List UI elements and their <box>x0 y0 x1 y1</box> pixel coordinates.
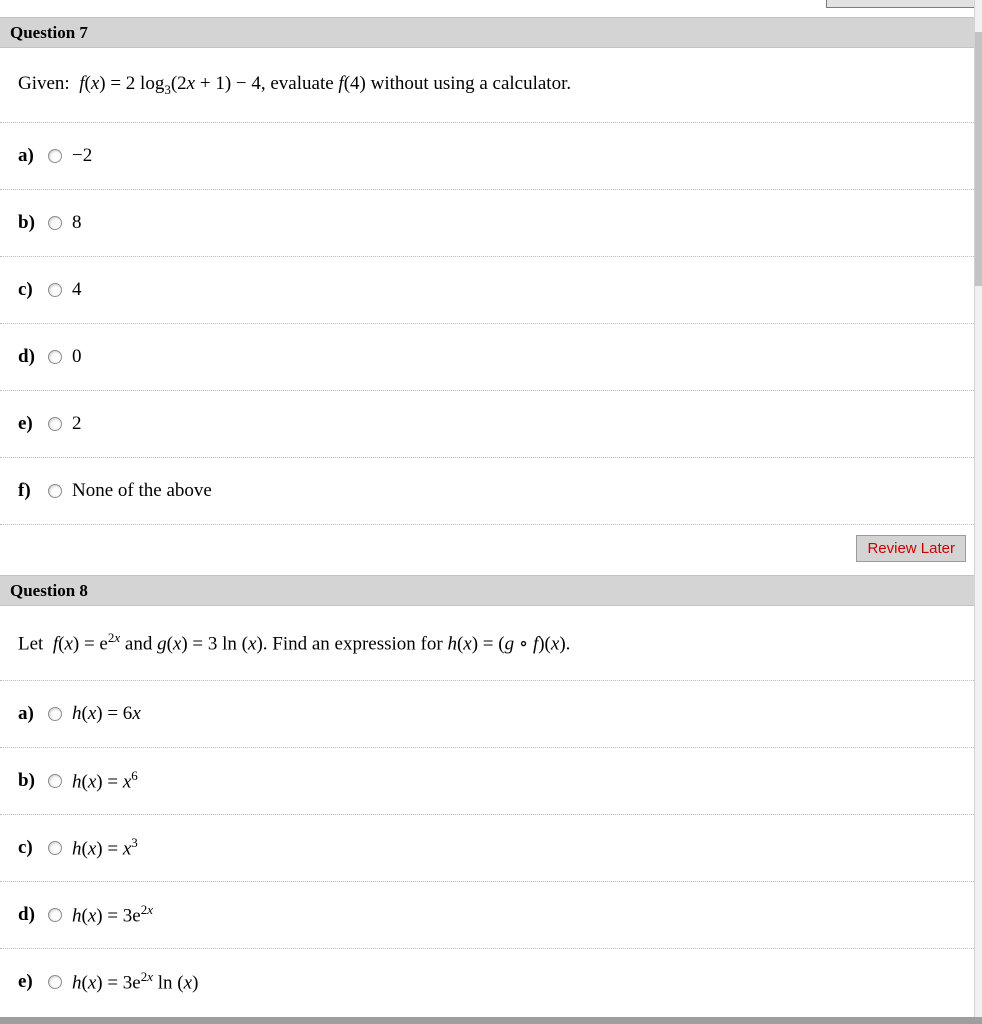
option-text: 8 <box>72 212 82 233</box>
question-8-prompt-row <box>0 606 974 680</box>
question-8-option-c[interactable] <box>0 814 974 881</box>
option-text: h(x) = 6x <box>72 703 141 724</box>
radio-button[interactable] <box>48 350 62 364</box>
radio-button[interactable] <box>48 975 62 989</box>
option-letter: c) <box>18 837 33 858</box>
scrollbar-thumb[interactable] <box>975 32 982 286</box>
option-letter: d) <box>18 904 35 925</box>
question-8-option-a[interactable] <box>0 680 974 747</box>
radio-button[interactable] <box>48 774 62 788</box>
radio-button[interactable] <box>48 484 62 498</box>
question-7-option-a[interactable] <box>0 122 974 189</box>
radio-button[interactable] <box>48 417 62 431</box>
option-text: 4 <box>72 279 82 300</box>
question-8-title: Question 8 <box>10 580 88 600</box>
scrollbar[interactable] <box>974 0 982 1024</box>
option-text: None of the above <box>72 480 212 501</box>
radio-button[interactable] <box>48 216 62 230</box>
option-letter: c) <box>18 279 33 300</box>
bottom-bar <box>0 1017 982 1024</box>
option-text: $h(x) = x^6$ <box>72 768 138 793</box>
question-8-prompt: Let $f(x) = e^{2x}$ and g(x) = 3 ln (x). Find an expression for h(x) = (g ∘ f)(x). <box>18 630 571 655</box>
option-letter: d) <box>18 346 35 367</box>
question-8-option-b[interactable] <box>0 747 974 814</box>
option-letter: e) <box>18 413 33 434</box>
question-7-option-d[interactable] <box>0 323 974 390</box>
radio-button[interactable] <box>48 908 62 922</box>
question-7-header <box>0 17 974 48</box>
question-7-option-b[interactable] <box>0 189 974 256</box>
question-8-header <box>0 575 974 606</box>
question-8-block <box>0 575 974 1015</box>
radio-button[interactable] <box>48 841 62 855</box>
option-text: −2 <box>72 145 93 166</box>
question-8-option-d[interactable] <box>0 881 974 948</box>
question-7-option-c[interactable] <box>0 256 974 323</box>
question-7-review-row <box>0 524 974 571</box>
option-letter: e) <box>18 971 33 992</box>
review-later-button[interactable]: Review Later <box>856 535 966 562</box>
option-text: $h(x) = x^3$ <box>72 835 138 860</box>
question-7-title: Question 7 <box>10 22 88 42</box>
option-letter: a) <box>18 703 34 724</box>
option-text: 0 <box>72 346 82 367</box>
question-7-option-f[interactable] <box>0 457 974 524</box>
radio-button[interactable] <box>48 707 62 721</box>
option-letter: b) <box>18 770 35 791</box>
radio-button[interactable] <box>48 149 62 163</box>
question-7-prompt-row <box>0 48 974 122</box>
radio-button[interactable] <box>48 283 62 297</box>
option-text: 2 <box>72 413 82 434</box>
option-letter: f) <box>18 480 31 501</box>
question-7-prompt: Given: f(x) = 2 $\log_3(2x + 1) - 4$, evaluate f(4) without using a calculator. <box>18 72 572 97</box>
option-letter: b) <box>18 212 35 233</box>
option-text: $h(x) = 3e^{2x}$ ln (x) <box>72 969 199 994</box>
top-spacer <box>0 0 974 17</box>
option-letter: a) <box>18 145 34 166</box>
question-7-option-e[interactable] <box>0 390 974 457</box>
question-7-block <box>0 17 974 571</box>
question-8-option-e[interactable] <box>0 948 974 1015</box>
option-text: $h(x) = 3e^{2x}$ <box>72 902 154 927</box>
